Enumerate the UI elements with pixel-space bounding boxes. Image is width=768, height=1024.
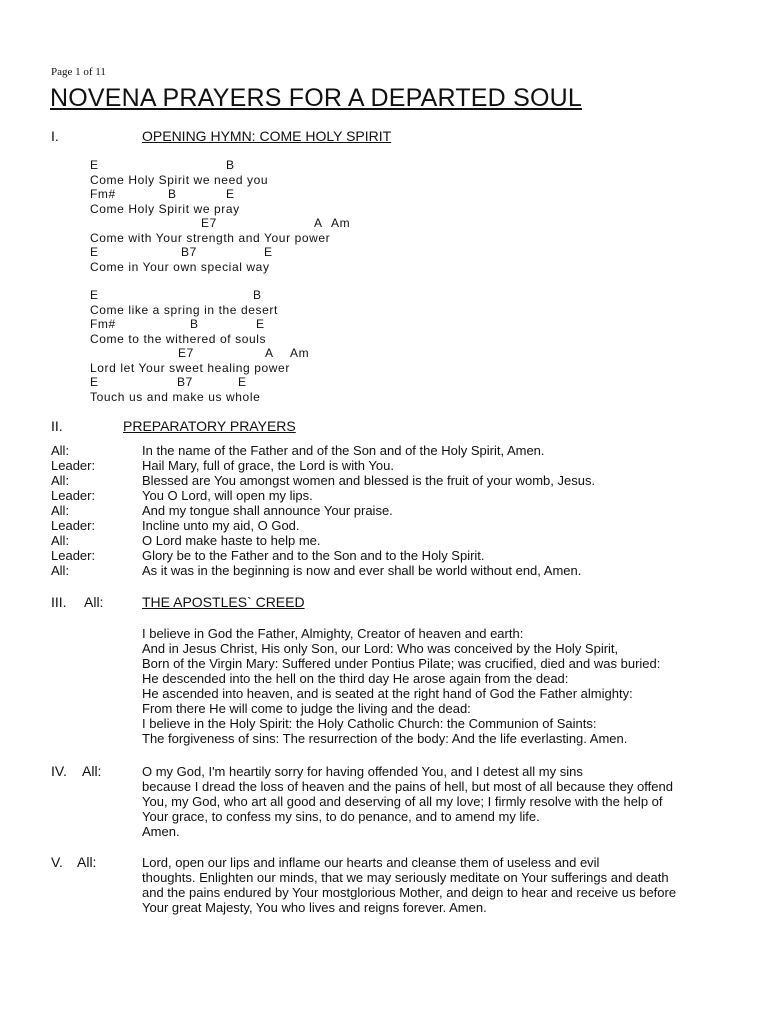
contrition-line: You, my God, who art all good and deserving of all my love; I firmly resolve with the help of <box>142 794 663 809</box>
opening-prayer-first-line: Lord, open our lips and inflame our hearts and cleanse them of useless and evil <box>142 855 600 870</box>
speaker-label: Leader: <box>51 548 96 563</box>
section-2-number: II. <box>51 418 63 434</box>
lyric-line: Come with Your strength and Your power <box>90 230 331 245</box>
speaker-label: Leader: <box>51 458 96 473</box>
opening-prayer-line: and the pains endured by Your mostglorious Mother, and deign to hear and receive us before <box>142 885 677 900</box>
contrition-line: because I dread the loss of heaven and the pains of hell, but most of all because they offend <box>142 779 673 794</box>
section-3-number: III. <box>51 594 67 610</box>
chord: A <box>265 346 274 360</box>
chord: E <box>264 245 273 259</box>
prayer-text: And my tongue shall announce Your praise. <box>142 503 393 518</box>
chord: B <box>190 317 199 331</box>
section-1-heading: OPENING HYMN: COME HOLY SPIRIT <box>142 128 392 144</box>
opening-prayer-line: Your great Majesty, You who lives and reigns forever. Amen. <box>142 900 487 915</box>
chord-line <box>90 187 330 202</box>
prayer-text: O Lord make haste to help me. <box>142 533 321 548</box>
prayer-text: Blessed are You amongst women and blessed is the fruit of your womb, Jesus. <box>142 473 596 488</box>
chord: Fm# <box>90 187 116 201</box>
chord-line <box>90 216 351 231</box>
chord: E <box>90 375 99 389</box>
opening-prayer-line: thoughts. Enlighten our minds, that we may seriously meditate on Your sufferings and death <box>142 870 669 885</box>
lyric-line: Lord let Your sweet healing power <box>90 360 290 375</box>
lyric-line: Come like a spring in the desert <box>90 302 278 317</box>
hymn-verse-2 <box>90 288 310 404</box>
chord: E <box>90 158 99 172</box>
lyric-line: Come in Your own special way <box>90 259 270 274</box>
chord: B <box>168 187 177 201</box>
speaker-label: All: <box>51 473 70 488</box>
creed-line: He descended into the hell on the third day He arose again from the dead: <box>142 671 569 686</box>
section-3-speaker: All: <box>84 594 104 610</box>
chord-line <box>90 317 290 332</box>
chord: E7 <box>178 346 194 360</box>
section-5-number: V. <box>51 854 63 870</box>
creed-line: I believe in God the Father, Almighty, Creator of heaven and earth: <box>142 626 524 641</box>
section-4-number: IV. <box>51 763 67 779</box>
lyric-line: Come Holy Spirit we pray <box>90 201 240 216</box>
speaker-label: All: <box>51 563 70 578</box>
page-title: NOVENA PRAYERS FOR A DEPARTED SOUL <box>50 84 582 112</box>
chord: E <box>90 288 99 302</box>
creed-line: I believe in the Holy Spirit: the Holy Catholic Church: the Communion of Saints: <box>142 716 597 731</box>
creed-line: And in Jesus Christ, His only Son, our Lord: Who was conceived by the Holy Spirit, <box>142 641 619 656</box>
prayer-text: In the name of the Father and of the Son and of the Holy Spirit, Amen. <box>142 443 545 458</box>
chord: E <box>226 187 235 201</box>
chord: B <box>226 158 235 172</box>
section-5-speaker: All: <box>77 854 97 870</box>
creed-line: He ascended into heaven, and is seated at the right hand of God the Father almighty: <box>142 686 633 701</box>
contrition-first-line: O my God, I'm heartily sorry for having offended You, and I detest all my sins <box>142 764 583 779</box>
opening-prayer <box>142 870 676 915</box>
chord: B <box>253 288 262 302</box>
hymn-verse-1 <box>90 158 351 274</box>
chord: B7 <box>181 245 197 259</box>
chord: Am <box>331 216 351 230</box>
act-of-contrition <box>142 779 673 839</box>
chord: E <box>256 317 265 331</box>
speaker-label: Leader: <box>51 518 96 533</box>
creed-line: The forgiveness of sins: The resurrection of the body: And the life everlasting. Amen. <box>142 731 628 746</box>
chord: Am <box>290 346 310 360</box>
speaker-label: All: <box>51 443 70 458</box>
lyric-line: Come Holy Spirit we need you <box>90 172 269 187</box>
section-3-heading: THE APOSTLES` CREED <box>142 594 305 610</box>
prayer-text: Glory be to the Father and to the Son and to the Holy Spirit. <box>142 548 485 563</box>
lyric-line: Touch us and make us whole <box>90 389 261 404</box>
chord-line <box>90 245 330 260</box>
chord: E <box>238 375 247 389</box>
chord-line <box>90 158 330 173</box>
prayer-text: Incline unto my aid, O God. <box>142 518 300 533</box>
contrition-line: Your grace, to confess my sins, to do penance, and to amend my life. <box>142 809 540 824</box>
creed-line: Born of the Virgin Mary: Suffered under Pontius Pilate; was crucified, died and was buried: <box>142 656 661 671</box>
section-4-speaker: All: <box>82 763 102 779</box>
prayer-text: As it was in the beginning is now and ever shall be world without end, Amen. <box>142 563 582 578</box>
chord: Fm# <box>90 317 116 331</box>
apostles-creed <box>142 626 660 746</box>
section-1-number: I. <box>51 128 59 144</box>
creed-line: From there He will come to judge the living and the dead: <box>142 701 471 716</box>
speaker-label: All: <box>51 503 70 518</box>
chord: A <box>314 216 323 230</box>
prayer-text: You O Lord, will open my lips. <box>142 488 313 503</box>
chord-line <box>90 346 310 361</box>
chord-line <box>90 375 290 390</box>
chord: E <box>90 245 99 259</box>
chord: E7 <box>201 216 217 230</box>
contrition-line: Amen. <box>142 824 180 839</box>
page-number: Page 1 of 11 <box>51 66 106 78</box>
prayer-text: Hail Mary, full of grace, the Lord is with You. <box>142 458 394 473</box>
section-2-heading: PREPARATORY PRAYERS <box>123 418 296 434</box>
speaker-label: Leader: <box>51 488 96 503</box>
chord: B7 <box>177 375 193 389</box>
speaker-label: All: <box>51 533 70 548</box>
lyric-line: Come to the withered of souls <box>90 331 267 346</box>
chord-line <box>90 288 290 303</box>
